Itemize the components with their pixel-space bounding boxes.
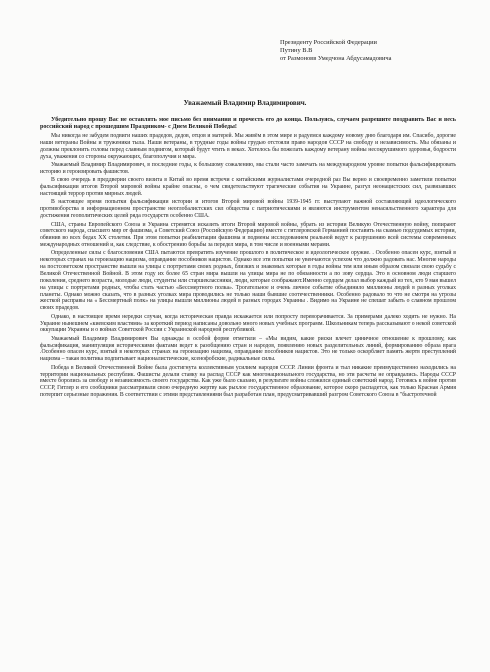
addressee-line: Путину В.В (280, 47, 313, 55)
paragraph: Мы никогда не забудем подвиги наших прадедов, дедов, отцов и матерей. Мы живём в этом мире и радуемся каждому новому дню благодаря им. Спасибо, дорогие наши ветераны Войны и труженики тыла. Наши ветераны, в трудные годы войны грудью отстояли право народов СССР на свободу и независимость. Мы обязаны и должны преклонить головы перед славным подвигом, который будут чтить в веках. Хотелось бы пожелать каждому ветерану войны несокрушимого здоровья, бодрости духа, уважения со стороны окружающих, благополучия и мира. (40, 133, 456, 160)
paragraph: Уважаемый Владимир Владимирович Вы однажды в особой форме отметили – «Мы видим, какие риски влечет циничное отношение к прошлому, как фальсификация, манипуляция историческими фактами ведет к разобщению стран и народов, появлению новых разделительных линий, формированию образа врага .Особенно опасен курс, взятый в некоторых странах на героизацию нацизма, оправдание пособников нацистов. Это не только оскорбляет память жертв преступлений нацизма – такая политика подпитывает националистические, ксенофобские, радикальные силы. (40, 335, 456, 363)
paragraph: В свою очередь в преддверии своего визита в Китай во время встречи с китайскими журналистами очередной раз Вы верно и своевременно заметили попытки фальсификации итогов Второй мировой войны крайне опасны, о чем свидетельствуют трагические события на Украине, разгул неонацистских сил, развязавших настоящий террор против мирных людей. (40, 177, 456, 197)
paragraph: Убедительно прошу Вас не оставлять мое письмо без внимания и прочесть его до конца. Пользуясь, случаем разрешите поздравить Вас и весь российский народ с прошедшим Праздником- с Днем Великой Победы! (40, 117, 456, 131)
salutation: Уважаемый Владимир Владимирович. (183, 99, 307, 107)
paragraph: Победа в Великой Отечественной Войне была достигнута коллективным усилием народов СССР. Линии фронта и тыл никакие преимущественно находились на территории национальных республик. Фашисты делали ставку на распад СССР как многонационального государства, но эти расчеты не оправдались. Народы СССР вместе боролись за свободу и независимость своего государства. Как уже было сказано, в результате войны сложился единый советский народ. Готовясь к войне против СССР, Гитлер и его сообщники рассматривали свою очередную жертву как рыхлое государственное образование, которое скоро распадется, как только Красная Армия потерпит серьезные поражения. В соответствии с этими представлениями был разработан план, предусматривавший разгром Советского Союза в "быстротечной (40, 364, 456, 399)
paragraph: В настоящее время попытки фальсификации истории и итогов Второй мировой войны 1939-1945 гг. выступают важной составляющей идеологического противоборства в информационном пространстве неоглобалистских сил общества с патриотическими и являются инструментом ненасильственного характера для достижения геополитических целей ряда государств особенно США. (40, 199, 456, 220)
paragraph: США, страны Европейского Союза и Украина стремятся исказить итоги Второй мировой войны, убрать из истории Великую Отечественную войну, попирают советского народа, спасшего мир от фашизма, а Советский Союз (Российскую Федерацию) вместе с гитлеровской Германией поставить на скамью подсудимых истории, обвинив во всех бедах XX столетия. При этом попытки реабилитации фашизма и подмены исследованием реальной ведут к разрушению всей системы современных международных отношений и, как следствие, к обострению борьбы за передел мира, в том числе и военными мерами. (40, 221, 456, 249)
paragraph: Однако, в настоящее время нередки случаи, когда историческая правда искажается или попросту переворачивается. За примерами далеко ходить не нужно. На Украине нынешнем «киевским властями» за короткий период написаны довольно много новых учебных программ. Школьникам теперь рассказывают о некой советской оккупации Украины и о войнах Советской России с Украинской народной республикой. (40, 313, 456, 334)
addressee-block (280, 39, 391, 64)
addressee-line: Президенту Российской Федерации (280, 39, 377, 46)
sender-line: от Размоновв Умедчона Абдусамадовича (280, 55, 392, 63)
letter-body (40, 117, 456, 401)
paragraph: Определенные силы с благословения США пытаются превратить изучение прошлого в политическое и идеологическое оружие. . Особенно опасен курс, взятый в некоторых странах на героизацию нацизма, оправдание пособников нацистов. Однако все эти попытки не увенчаются успехом что должно радовать нас. Многие народы на постсоветском пространстве вышли на улицы с портретами своих родных, близких и знакомых которые в годы войны тем или иным образом связали свою судьбу с Великой Отечественной Войной. В этом году их более 65 стран мира вышли на улицы мира не по обязанности а по зову сердца. Это в основном люди старшего поколения, среднего возраста, молодые люди, студенты или старшеклассники, люди, которые соображают.Именно сердцем делал выбор каждый из тех, кто 9 мая вышел на улицы с портретами родных, чтобы стать частью «Бессмертного полка». Трогательное и очень личное событие объединило миллионы людей в разных уголках планеты. Однако можно сказать, что в разных уголках мира проводились не только наши бывшие соотечественники. Особенно радовало то что не смотря на угрозы жесткой расправы на « Бессмертный полк» на улицы вышли миллионы людей в разных городах Украины . Видимо на Украине не спешат забыть о славном прошлом своих прадедов. (40, 250, 456, 312)
paragraph: Уважаемый Владимир Владимирович, в последние годы, к большому сожалению, мы стали часто замечать на международном уровне попытки фальсифицировать историю и героизировать фашистов. (40, 161, 456, 175)
